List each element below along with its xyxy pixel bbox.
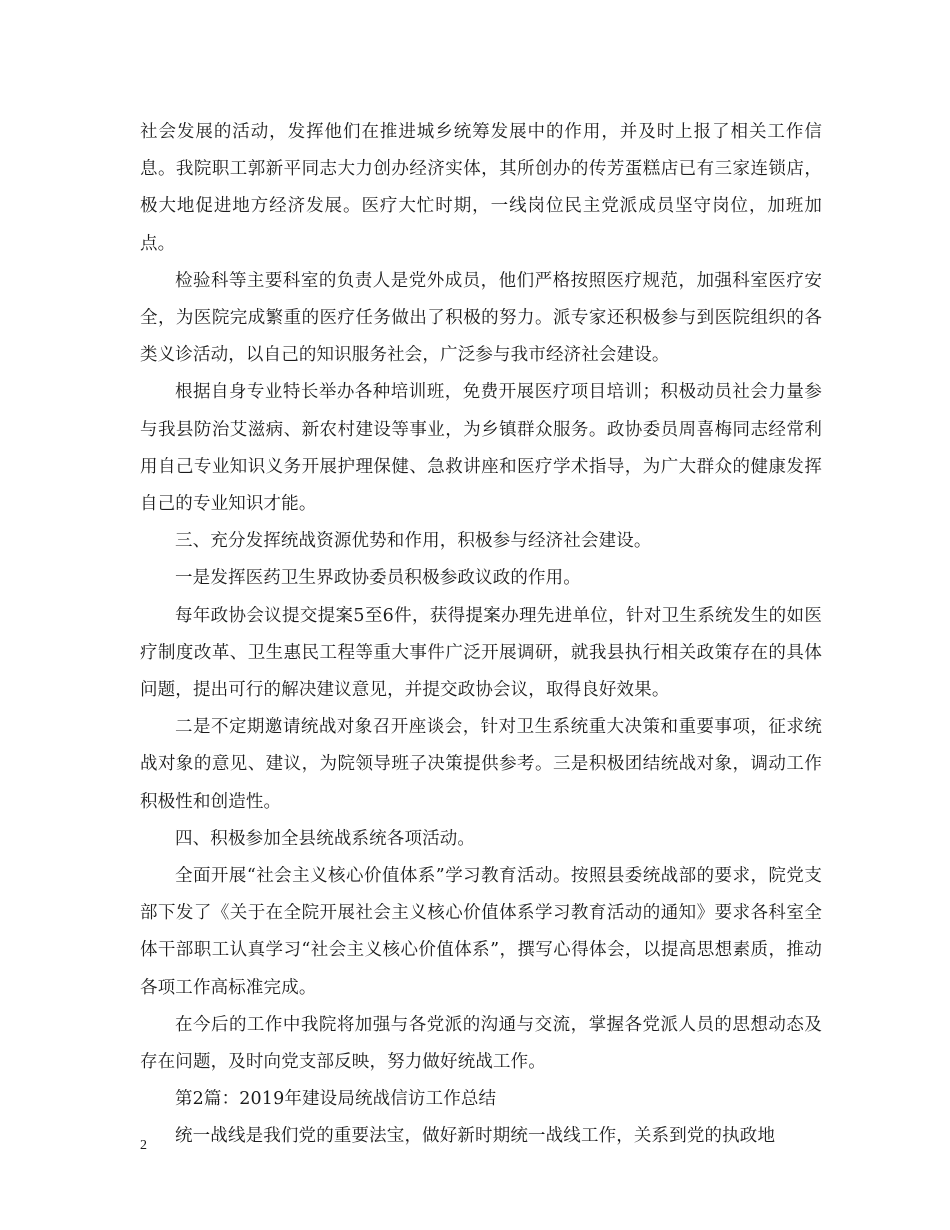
paragraph: 检验科等主要科室的负责人是党外成员，他们严格按照医疗规范，加强科室医疗安全，为医院完成繁重的医疗任务做出了积极的努力。派专家还积极参与到医院组织的各类义诊活动，以自己的知识服务社会，广泛参与我市经济社会建设。 (140, 270, 822, 366)
paragraph: 二是不定期邀请统战对象召开座谈会，针对卫生系统重大决策和重要事项，征求统战对象的意见、建议，为院领导班子决策提供参考。三是积极团结统战对象，调动工作积极性和创造性。 (140, 717, 822, 812)
document-body (140, 114, 822, 1156)
paragraph: 全面开展“社会主义核心价值体系”学习教育活动。按照县委统战部的要求，院党支部下发了《关于在全院开展社会主义核心价值体系学习教育活动的通知》要求各科室全体干部职工认真学习“社会主义核心价值体系”，撰写心得体会，以提高思想素质，推动各项工作高标准完成。 (140, 866, 822, 998)
paragraph: 四、积极参加全县统战系统各项活动。 (175, 828, 476, 849)
paragraph: 第2篇：2019年建设局统战信访工作总结 (175, 1089, 497, 1110)
paragraph: 一是发挥医药卫生界政协委员积极参政议政的作用。 (175, 568, 581, 589)
paragraph: 统一战线是我们党的重要法宝，做好新时期统一战线工作，关系到党的执政地 (175, 1126, 776, 1147)
paragraph: 三、充分发挥统战资源优势和作用，积极参与经济社会建设。 (175, 531, 652, 552)
paragraph: 根据自身专业特长举办各种培训班，免费开展医疗项目培训；积极动员社会力量参与我县防治艾滋病、新农村建设等事业，为乡镇群众服务。政协委员周喜梅同志经常利用自己专业知识义务开展护理保健、急救讲座和医疗学术指导，为广大群众的健康发挥自己的专业知识才能。 (140, 382, 822, 515)
paragraph: 社会发展的活动，发挥他们在推进城乡统筹发展中的作用，并及时上报了相关工作信息。我院职工郭新平同志大力创办经济实体，其所创办的传芳蛋糕店已有三家连锁店，极大地促进地方经济发展。医疗大忙时期，一线岗位民主党派成员坚守岗位，加班加点。 (140, 122, 822, 254)
page-number: 2 (140, 1138, 147, 1153)
paragraph: 在今后的工作中我院将加强与各党派的沟通与交流，掌握各党派人员的思想动态及存在问题，及时向党支部反映，努力做好统战工作。 (140, 1014, 822, 1073)
paragraph: 每年政协会议提交提案5至6件，获得提案办理先进单位，针对卫生系统发生的如医疗制度改革、卫生惠民工程等重大事件广泛开展调研，就我县执行相关政策存在的具体问题，提出可行的解决建议意见，并提交政协会议，取得良好效果。 (140, 605, 822, 701)
